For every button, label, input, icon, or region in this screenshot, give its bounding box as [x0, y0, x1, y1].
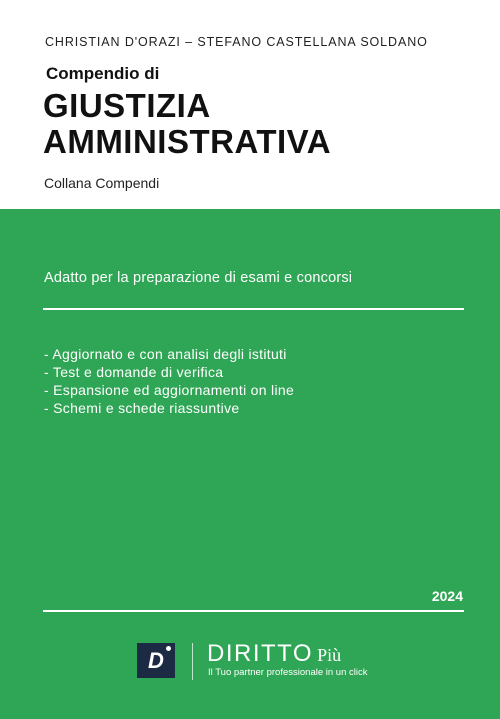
feature-item: - Test e domande di verifica — [44, 364, 224, 380]
title-line-2: AMMINISTRATIVA — [43, 123, 332, 160]
publisher-name-suffix: Più — [317, 645, 342, 665]
publisher-logo-icon — [137, 643, 175, 678]
publisher-tagline: Il Tuo partner professionale in un click — [208, 667, 368, 678]
publisher-name-main: DIRITTO — [207, 640, 314, 667]
cover-header — [0, 0, 500, 209]
feature-list — [44, 345, 294, 417]
publisher-name — [207, 640, 341, 668]
divider-top — [43, 308, 464, 310]
year: 2024 — [431, 588, 463, 604]
logo-separator — [192, 643, 193, 680]
title-line-1: GIUSTIZIA — [43, 87, 211, 124]
subtitle: Adatto per la preparazione di esami e concorsi — [44, 270, 353, 286]
feature-item: - Espansione ed aggiornamenti on line — [44, 382, 295, 398]
series-name: Collana Compendi — [44, 175, 160, 191]
logo-letter: D — [148, 648, 164, 673]
divider-bottom — [43, 610, 464, 612]
authors: CHRISTIAN D'ORAZI – STEFANO CASTELLANA SOLDANO — [45, 35, 428, 49]
title-prefix: Compendio di — [46, 64, 160, 83]
feature-item: - Aggiornato e con analisi degli istituti — [44, 346, 287, 362]
feature-item: - Schemi e schede riassuntive — [44, 400, 240, 416]
book-title — [43, 88, 331, 160]
logo-dot — [166, 646, 171, 651]
